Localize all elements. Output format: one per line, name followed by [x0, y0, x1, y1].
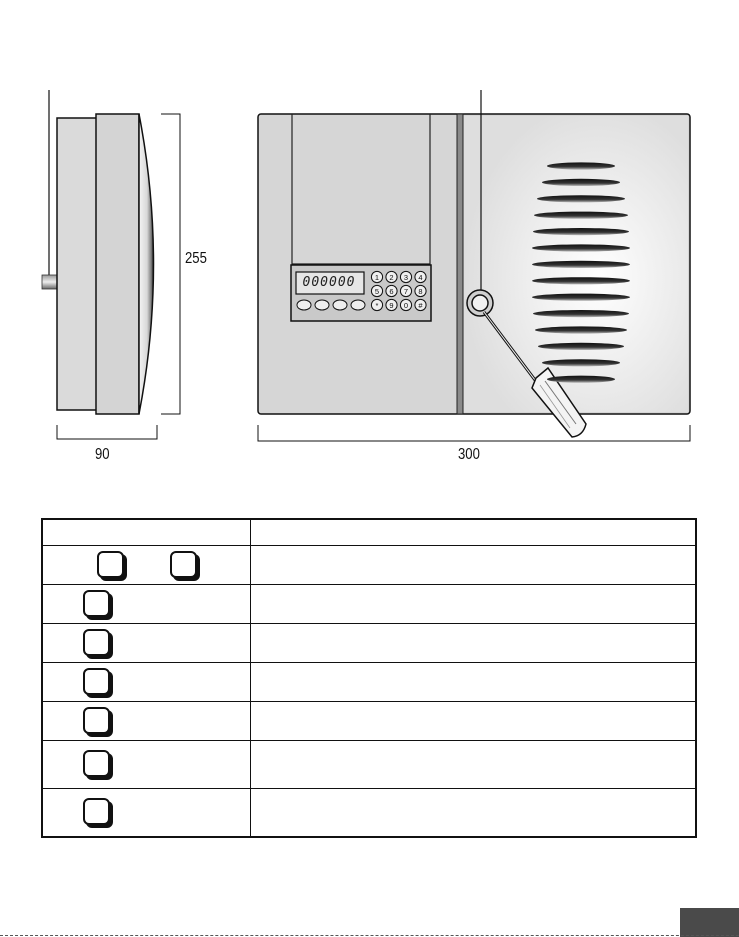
trimmer-inner [472, 295, 488, 311]
width-label: 300 [458, 446, 480, 463]
key-icon [83, 798, 110, 825]
function-button [315, 300, 329, 310]
grille-slot [542, 359, 620, 366]
description-cell [251, 585, 697, 624]
key-cell [42, 663, 251, 702]
key-icon [83, 707, 110, 734]
table-row [42, 624, 696, 663]
page-number-tab [680, 908, 739, 937]
keypad-key-label: 0 [403, 301, 409, 310]
depth-dimension-line [57, 425, 157, 439]
lcd-readout: 000000 [302, 275, 356, 290]
description-cell [251, 702, 697, 741]
center-divider [457, 114, 463, 414]
keypad-key-label: 1 [374, 273, 380, 282]
keypad-key-label: 9 [389, 301, 394, 310]
bottom-cut-line [0, 935, 739, 936]
table-row [42, 741, 696, 789]
description-cell [251, 624, 697, 663]
key-icon [97, 551, 124, 578]
function-button [297, 300, 311, 310]
grille-slot [532, 244, 630, 251]
description-cell [251, 663, 697, 702]
key-cell [42, 741, 251, 789]
grille-slot [547, 162, 615, 169]
key-cell [42, 702, 251, 741]
height-label: 255 [185, 250, 207, 267]
depth-label: 90 [95, 446, 110, 463]
keypad-key-label: 3 [403, 273, 409, 282]
keypad-key-label: * [375, 301, 379, 310]
table-row [42, 663, 696, 702]
key-icon [83, 590, 110, 617]
table-header-row [42, 519, 696, 546]
front-view [258, 90, 690, 441]
key-icon [83, 668, 110, 695]
header-description-column [251, 519, 697, 546]
width-dimension-line [258, 425, 690, 441]
keypad-key-label: # [418, 301, 423, 310]
table-row [42, 702, 696, 741]
key-cell [42, 624, 251, 663]
grille-slot [532, 294, 630, 301]
table-row [42, 789, 696, 837]
keypad-key-label: 6 [389, 287, 394, 296]
description-cell [251, 789, 697, 837]
key-reference-table [41, 518, 697, 838]
keypad-key-label: 2 [389, 273, 394, 282]
keypad-key-label: 8 [418, 287, 423, 296]
key-cell [42, 546, 251, 585]
keypad-key-label: 4 [418, 273, 423, 282]
grille-slot [532, 277, 630, 284]
grille-slot [537, 195, 625, 202]
keypad-key-label: 5 [374, 287, 380, 296]
grille-slot [534, 212, 628, 219]
grille-slot [547, 376, 615, 383]
side-front-cover [139, 114, 154, 414]
side-view [42, 90, 180, 439]
side-backplate [57, 118, 97, 410]
description-cell [251, 546, 697, 585]
function-button [333, 300, 347, 310]
grille-slot [533, 310, 629, 317]
grille-slot [538, 343, 624, 350]
key-icon [83, 629, 110, 656]
description-cell [251, 741, 697, 789]
function-button [351, 300, 365, 310]
grille-slot [533, 228, 629, 235]
header-key-column [42, 519, 251, 546]
grille-slot [535, 326, 627, 333]
table-row [42, 546, 696, 585]
grille-slot [542, 179, 620, 186]
key-cell [42, 789, 251, 837]
key-icon [170, 551, 197, 578]
side-pin [42, 275, 58, 289]
key-cell [42, 585, 251, 624]
key-icon [83, 750, 110, 777]
grille-slot [532, 261, 630, 268]
table-row [42, 585, 696, 624]
side-body [96, 114, 139, 414]
height-dimension-line [161, 114, 180, 414]
keypad-key-label: 7 [403, 287, 409, 296]
